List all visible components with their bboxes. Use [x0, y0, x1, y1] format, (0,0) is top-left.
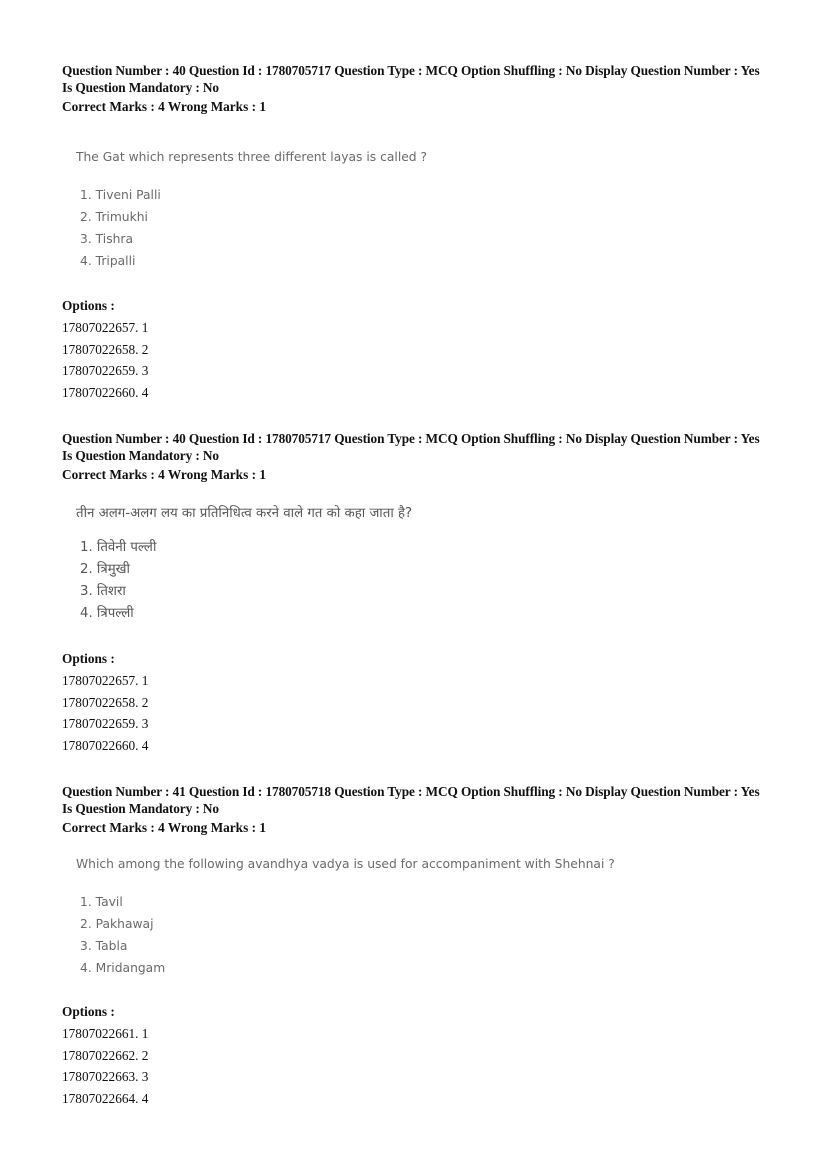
- marks-info: Correct Marks : 4 Wrong Marks : 1: [62, 820, 266, 835]
- question-text: तीन अलग-अलग लय का प्रतिनिधित्व करने वाले गत को कहा जाता है?: [76, 506, 413, 521]
- question-header: Question Number : 40 Question Id : 1780705717 Question Type : MCQ Option Shuffling : No Display Question Number : Yes Is Question Mandatory : No: [62, 63, 760, 95]
- choice-item: 3. Tishra: [80, 232, 133, 246]
- choice-item: 2. Trimukhi: [80, 210, 148, 224]
- option-ids: [62, 670, 148, 756]
- question-text: The Gat which represents three different layas is called ?: [76, 150, 428, 164]
- choice-item: 1. Tavil: [80, 895, 123, 909]
- choice-item: 1. Tiveni Palli: [80, 188, 161, 202]
- option-id: 17807022658. 2: [62, 341, 149, 357]
- question-header: Question Number : 40 Question Id : 1780705717 Question Type : MCQ Option Shuffling : No Display Question Number : Yes Is Question Mandatory : No: [62, 431, 760, 463]
- options-label: Options :: [62, 1004, 115, 1019]
- choice-item: 3. Tabla: [80, 939, 128, 953]
- question-text: Which among the following avandhya vadya is used for accompaniment with Shehnai ?: [76, 857, 615, 871]
- choice-item: 1. तिवेनी पल्ली: [80, 540, 157, 555]
- option-ids: [62, 317, 148, 403]
- choice-item: 4. Mridangam: [80, 961, 166, 975]
- option-ids: [62, 1023, 148, 1109]
- option-id: 17807022662. 2: [62, 1047, 149, 1063]
- option-id: 17807022661. 1: [62, 1026, 149, 1041]
- option-id: 17807022657. 1: [62, 673, 149, 688]
- question-choices: [80, 184, 161, 272]
- choice-item: 4. त्रिपल्ली: [80, 606, 134, 621]
- choice-item: 2. त्रिमुखी: [80, 562, 130, 577]
- option-id: 17807022657. 1: [62, 320, 149, 335]
- option-id: 17807022660. 4: [62, 737, 149, 753]
- option-id: 17807022663. 3: [62, 1069, 149, 1085]
- choice-item: 2. Pakhawaj: [80, 917, 154, 931]
- question-choices: [80, 537, 156, 625]
- marks-info: Correct Marks : 4 Wrong Marks : 1: [62, 467, 266, 482]
- option-id: 17807022660. 4: [62, 384, 149, 400]
- options-label: Options :: [62, 651, 115, 666]
- question-choices: [80, 891, 165, 979]
- option-id: 17807022658. 2: [62, 694, 149, 710]
- options-label: Options :: [62, 298, 115, 313]
- choice-item: 3. तिशरा: [80, 584, 126, 599]
- question-header: Question Number : 41 Question Id : 1780705718 Question Type : MCQ Option Shuffling : No Display Question Number : Yes Is Question Mandatory : No: [62, 784, 760, 816]
- option-id: 17807022659. 3: [62, 363, 149, 379]
- option-id: 17807022664. 4: [62, 1090, 149, 1106]
- choice-item: 4. Tripalli: [80, 254, 136, 268]
- marks-info: Correct Marks : 4 Wrong Marks : 1: [62, 99, 266, 114]
- option-id: 17807022659. 3: [62, 716, 149, 732]
